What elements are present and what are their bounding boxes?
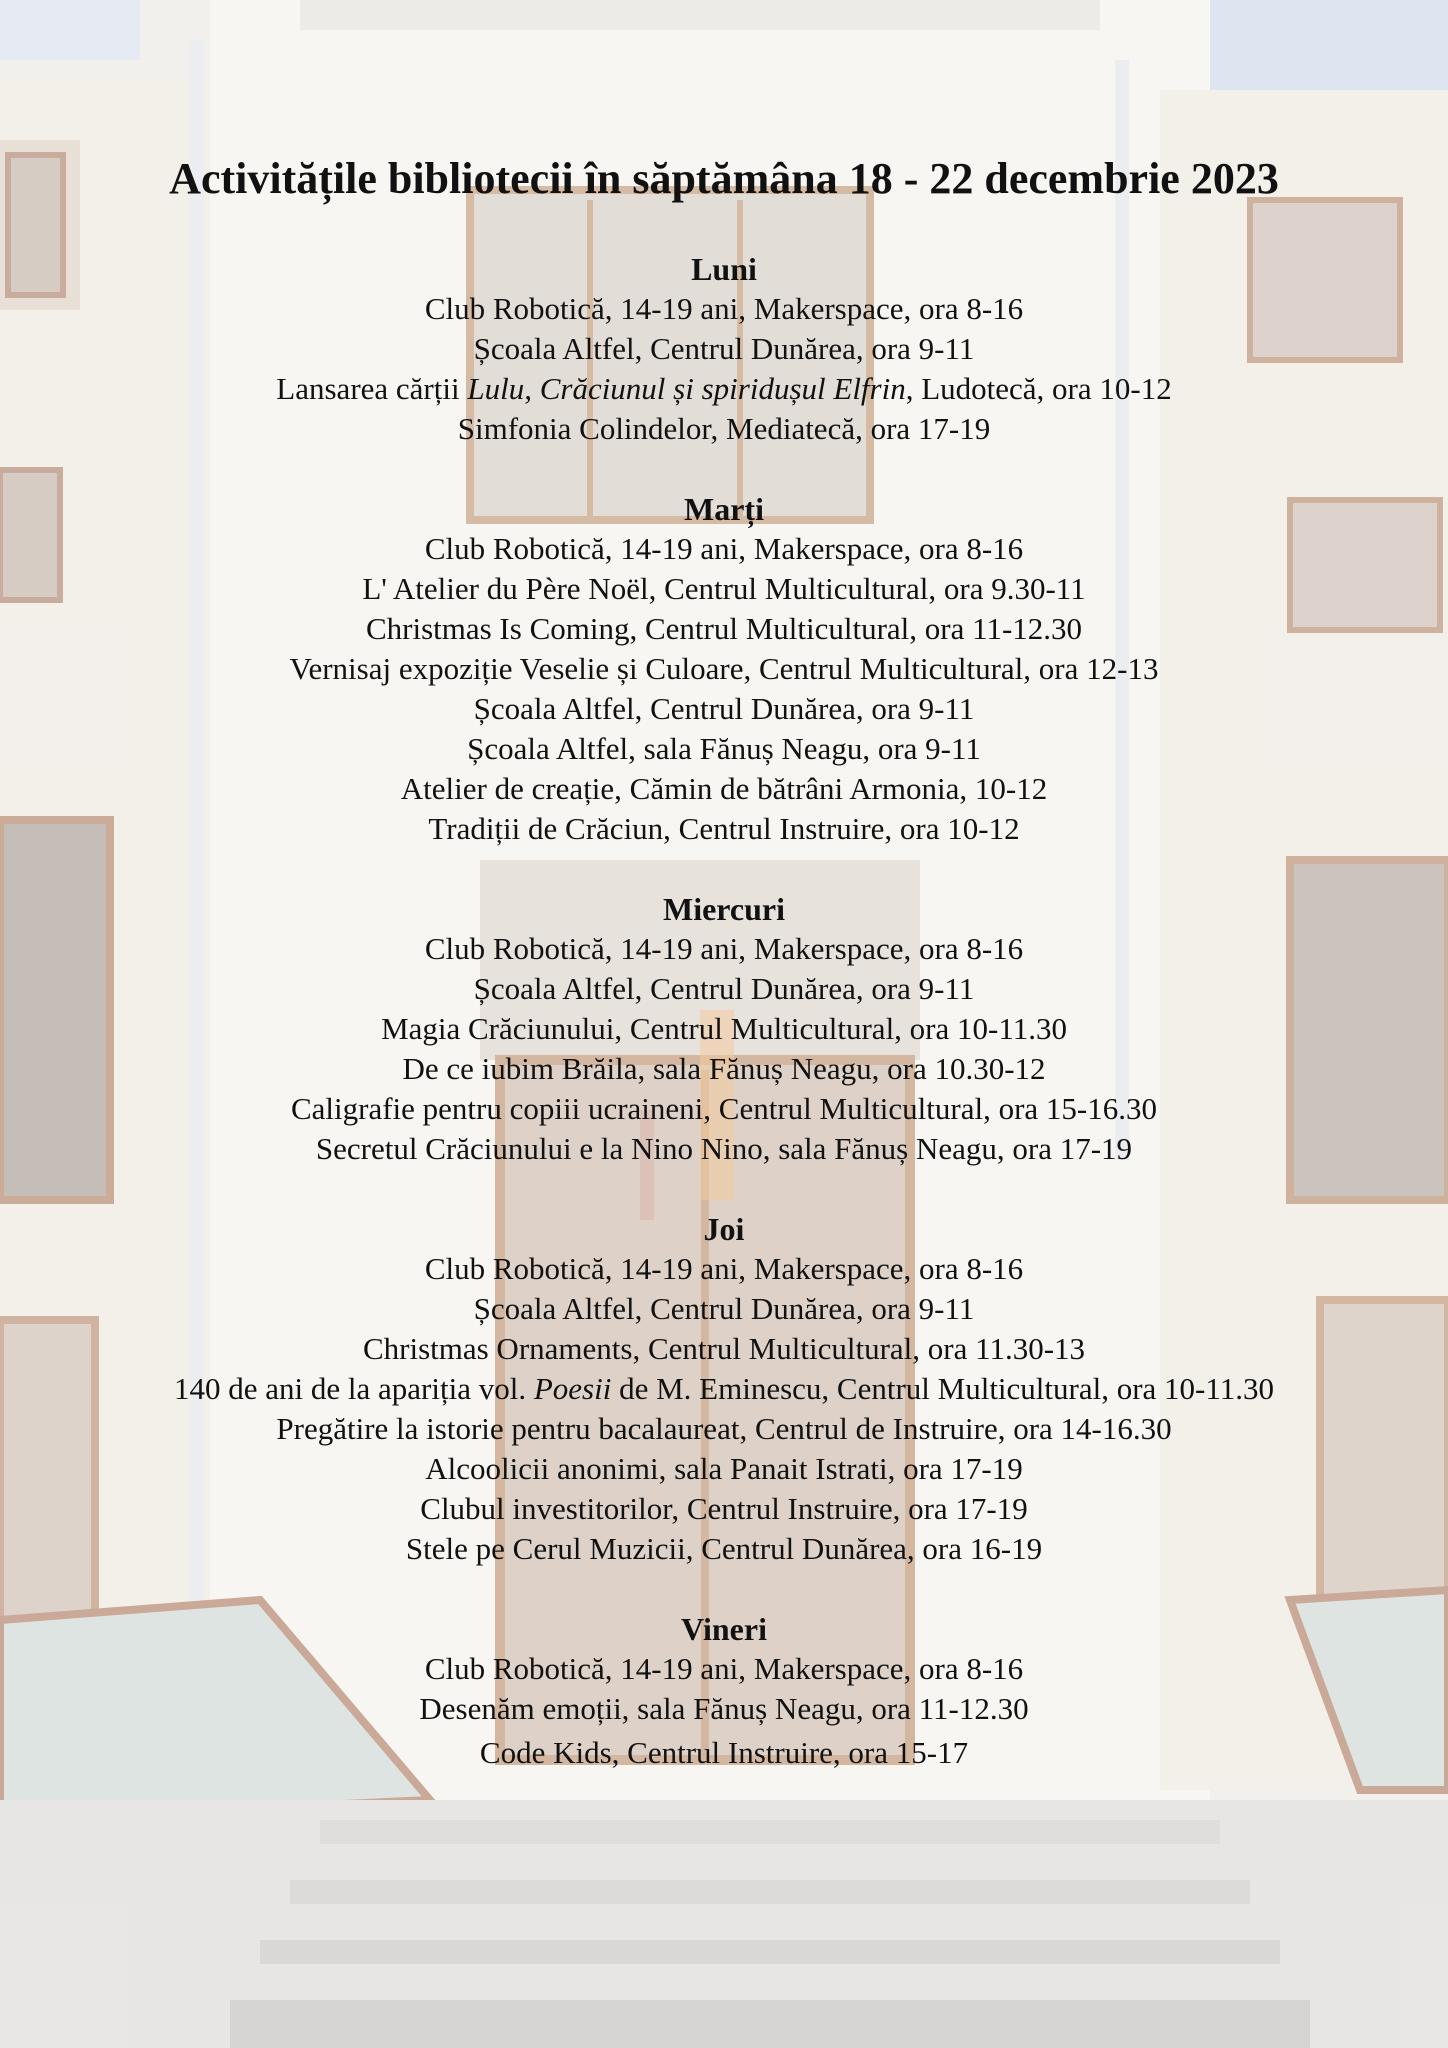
activity-item: Secretul Crăciunului e la Nino Nino, sala Fănuș Neagu, ora 17-19: [315, 1131, 1133, 1166]
activity-item-suffix: de M. Eminescu, Centrul Multicultural, ora 10-11.30: [611, 1371, 1274, 1406]
activity-item-prefix: Lansarea cărții: [276, 371, 468, 406]
activity-item: [0, 369, 1448, 409]
activity-item: Școala Altfel, Centrul Dunărea, ora 9-11: [473, 1291, 975, 1326]
day-heading: Miercuri: [662, 891, 785, 927]
day-heading: Joi: [703, 1211, 745, 1247]
day-heading: Vineri: [681, 1611, 767, 1647]
day-block-vineri: [0, 1609, 1448, 1773]
activity-item: Tradiții de Crăciun, Centrul Instruire, ora 10-12: [428, 811, 1020, 846]
day-block-joi: [0, 1209, 1448, 1569]
activity-item: Alcoolicii anonimi, sala Panait Istrati, ora 17-19: [425, 1451, 1023, 1486]
activity-item: Christmas Is Coming, Centrul Multicultural, ora 11-12.30: [365, 611, 1083, 646]
activity-item: Școala Altfel, sala Fănuș Neagu, ora 9-11: [467, 731, 981, 766]
activity-item: Code Kids, Centrul Instruire, ora 15-17: [479, 1735, 969, 1770]
day-heading: Luni: [691, 251, 757, 287]
activity-item: Vernisaj expoziție Veselie și Culoare, Centrul Multicultural, ora 12-13: [289, 651, 1159, 686]
activity-item: Școala Altfel, Centrul Dunărea, ora 9-11: [473, 691, 975, 726]
activity-item: Simfonia Colindelor, Mediatecă, ora 17-19: [457, 411, 991, 446]
activity-item: Atelier de creație, Cămin de bătrâni Armonia, 10-12: [400, 771, 1048, 806]
activity-item: Club Robotică, 14-19 ani, Makerspace, ora 8-16: [424, 1251, 1024, 1286]
day-block-luni: [0, 249, 1448, 449]
day-block-marti: [0, 489, 1448, 849]
activity-item: Stele pe Cerul Muzicii, Centrul Dunărea, ora 16-19: [405, 1531, 1043, 1566]
activity-item: Școala Altfel, Centrul Dunărea, ora 9-11: [473, 331, 975, 366]
activity-item: Christmas Ornaments, Centrul Multicultural, ora 11.30-13: [362, 1331, 1086, 1366]
activity-item-suffix: , Ludotecă, ora 10-12: [905, 371, 1172, 406]
day-heading: Marți: [684, 491, 764, 527]
activity-item: Club Robotică, 14-19 ani, Makerspace, ora 8-16: [424, 531, 1024, 566]
activity-item: Caligrafie pentru copiii ucraineni, Centrul Multicultural, ora 15-16.30: [290, 1091, 1158, 1126]
activity-item: Școala Altfel, Centrul Dunărea, ora 9-11: [473, 971, 975, 1006]
activity-item: Club Robotică, 14-19 ani, Makerspace, ora 8-16: [424, 1651, 1024, 1686]
activity-item: Magia Crăciunului, Centrul Multicultural, ora 10-11.30: [381, 1011, 1067, 1046]
activity-item: Pregătire la istorie pentru bacalaureat, Centrul de Instruire, ora 14-16.30: [276, 1411, 1172, 1446]
activity-item: De ce iubim Brăila, sala Fănuș Neagu, ora 10.30-12: [402, 1051, 1046, 1086]
activity-item: [0, 1369, 1448, 1409]
activity-item: Clubul investitorilor, Centrul Instruire, ora 17-19: [420, 1491, 1028, 1526]
activity-item: L' Atelier du Père Noël, Centrul Multicultural, ora 9.30-11: [362, 571, 1086, 606]
activity-item: Club Robotică, 14-19 ani, Makerspace, ora 8-16: [424, 291, 1024, 326]
page-title: Activitățile bibliotecii în săptămâna 18 - 22 decembrie 2023: [169, 154, 1279, 203]
activity-item: Club Robotică, 14-19 ani, Makerspace, ora 8-16: [424, 931, 1024, 966]
activity-item-prefix: 140 de ani de la apariția vol.: [174, 1371, 534, 1406]
book-title: Poesii: [533, 1371, 612, 1406]
book-title: Lulu, Crăciunul și spiridușul Elfrin: [467, 371, 906, 406]
day-block-miercuri: [0, 889, 1448, 1169]
activity-item: Desenăm emoții, sala Fănuș Neagu, ora 11-12.30: [419, 1691, 1029, 1726]
